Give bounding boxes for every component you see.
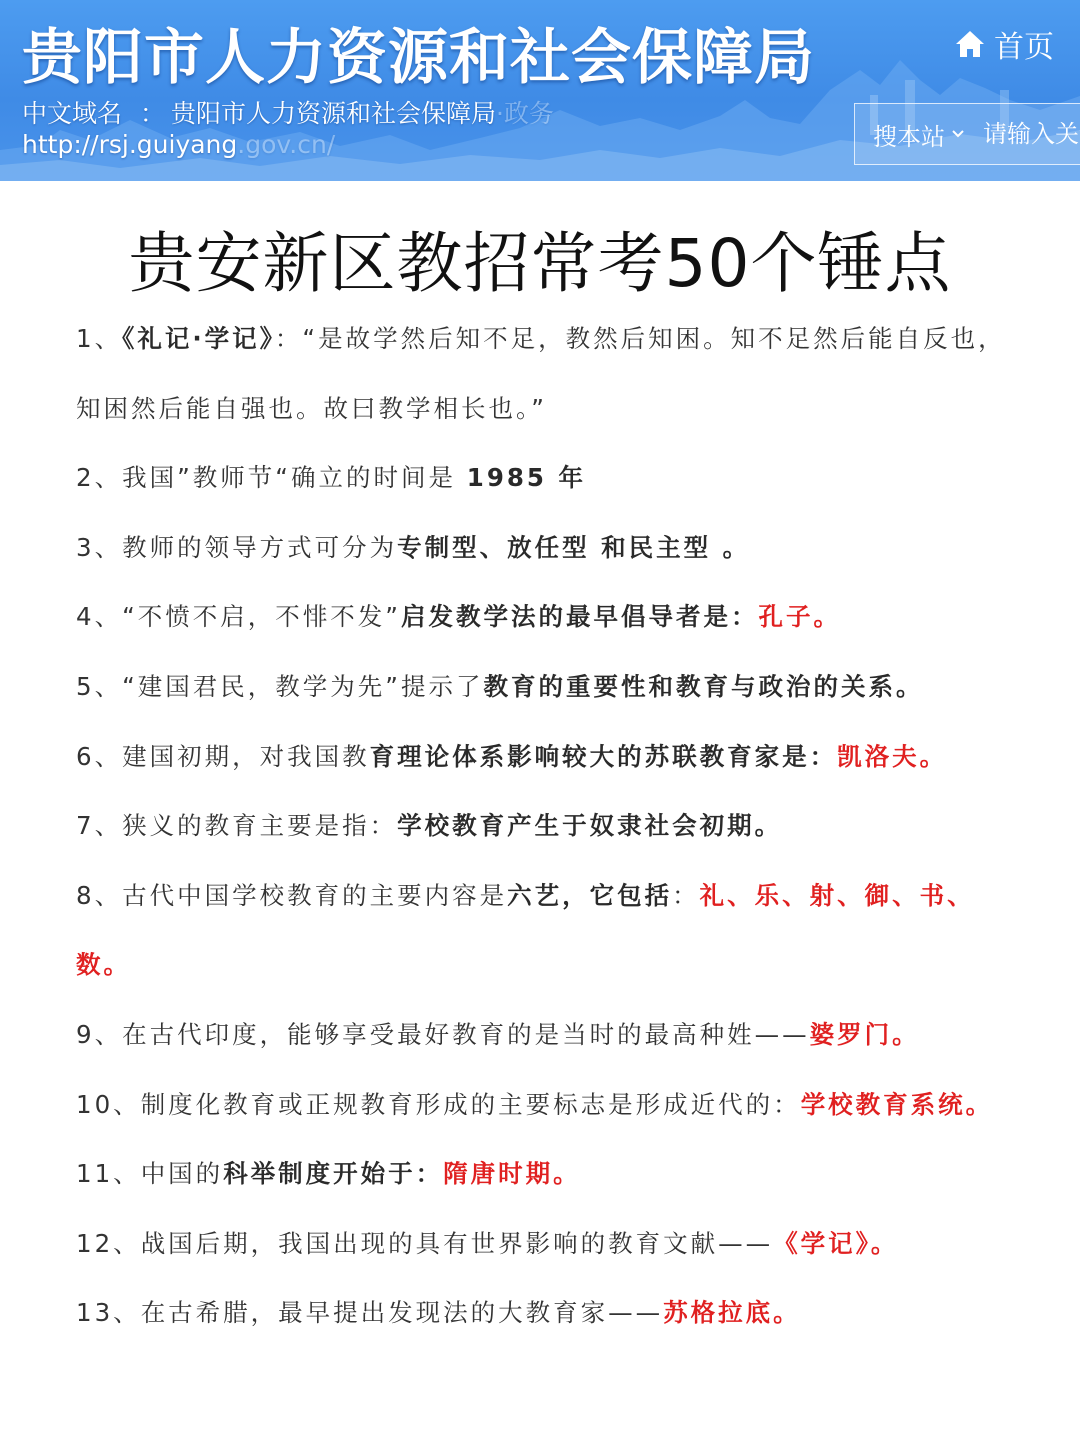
- search-scope-label: 搜本站: [873, 122, 945, 151]
- item-text: 建国初期，对我国教: [122, 741, 370, 771]
- home-icon: [954, 29, 986, 59]
- item-key-phrase: 育理论体系影响较大的苏联教育家是：: [369, 741, 838, 771]
- url-suffix: .gov.cn/: [237, 130, 336, 159]
- home-label: 首页: [994, 30, 1054, 65]
- list-item: [76, 1000, 1016, 1070]
- item-answer: 凯洛夫。: [837, 741, 948, 771]
- list-item: [76, 1278, 1016, 1348]
- item-number: 10、: [76, 1089, 141, 1119]
- item-number: 1、: [76, 324, 123, 353]
- item-text: 古代中国学校教育的主要内容是: [122, 880, 508, 910]
- article-title: 贵安新区教招常考50个锤点: [128, 225, 952, 302]
- item-text: 在古希腊，最早提出发现法的大教育家——: [140, 1298, 664, 1328]
- item-answer: 婆罗门。: [809, 1019, 920, 1049]
- item-number: 11、: [76, 1159, 141, 1189]
- site-url-line: [22, 130, 335, 159]
- search-scope-dropdown[interactable]: [855, 117, 983, 152]
- site-search-box: [854, 103, 1080, 165]
- item-answer: 1985 年: [466, 463, 586, 493]
- item-text: 在古代印度，能够享受最好教育的是当时的最高种姓——: [122, 1019, 810, 1049]
- list-item: [76, 513, 1016, 583]
- item-source: 《礼记·学记》: [122, 324, 275, 353]
- item-text: 中国的: [140, 1159, 224, 1189]
- item-number: 13、: [76, 1298, 141, 1328]
- item-text: “不愤不启，不悱不发”: [122, 602, 401, 632]
- domain-value: 贵阳市人力资源和社会保障局: [171, 99, 497, 128]
- item-text: 战国后期，我国出现的具有世界影响的教育文献——: [140, 1228, 774, 1258]
- item-answer: 学校教育产生于奴隶社会初期。: [397, 811, 783, 841]
- item-answer: 教育的重要性和教育与政治的关系。: [483, 671, 924, 701]
- item-number: 7、: [76, 811, 123, 841]
- item-answer: 苏格拉底。: [663, 1298, 801, 1328]
- item-colon: ：: [672, 880, 700, 910]
- item-number: 4、: [76, 602, 123, 632]
- item-answer: 礼、乐、射、御、书、数。: [76, 880, 975, 980]
- item-number: 9、: [76, 1019, 123, 1049]
- item-number: 3、: [76, 532, 123, 562]
- item-key-phrase: 启发教学法的最早倡导者是：: [400, 602, 759, 632]
- key-points-list: [76, 304, 1016, 1348]
- item-text: 教师的领导方式可分为: [122, 532, 398, 562]
- item-answer: 《学记》。: [773, 1228, 899, 1258]
- domain-suffix: ·政务: [496, 99, 554, 128]
- site-header-banner: [0, 0, 1080, 181]
- list-item: [76, 443, 1016, 513]
- item-number: 8、: [76, 880, 123, 910]
- item-answer: 隋唐时期。: [443, 1159, 581, 1189]
- item-key-phrase: 六艺，它包括: [507, 880, 673, 910]
- item-answer: 学校教育系统。: [800, 1089, 994, 1119]
- item-number: 12、: [76, 1228, 141, 1258]
- list-item: [76, 1070, 1016, 1140]
- item-key-phrase: 科举制度开始于：: [223, 1159, 444, 1189]
- chevron-down-icon: [951, 129, 965, 139]
- list-item: [76, 722, 1016, 792]
- site-title: 贵阳市人力资源和社会保障局: [22, 23, 815, 93]
- item-text: 狭义的教育主要是指：: [122, 811, 398, 841]
- chinese-domain-line: [22, 94, 554, 130]
- item-text: 我国”教师节“确立的时间是: [122, 463, 467, 493]
- item-answer: 孔子。: [758, 602, 841, 632]
- item-number: 6、: [76, 741, 123, 771]
- item-number: 2、: [76, 463, 123, 493]
- list-item: [76, 861, 1016, 1000]
- domain-label: 中文域名: [22, 99, 123, 128]
- list-item: [76, 1209, 1016, 1279]
- home-link[interactable]: [954, 22, 1054, 66]
- list-item: [76, 1139, 1016, 1209]
- list-item: [76, 791, 1016, 861]
- domain-colon: ：: [140, 99, 166, 128]
- item-text: ：“是故学然后知不足，教然后知困。知不足然后能自反也，知困然后能自强也。故曰教学相长也。”: [76, 324, 1006, 423]
- list-item: [76, 652, 1016, 722]
- item-text: “建国君民，教学为先”提示了: [122, 671, 484, 701]
- search-input[interactable]: [983, 120, 1080, 148]
- item-number: 5、: [76, 671, 123, 701]
- item-text: 制度化教育或正规教育形成的主要标志是形成近代的：: [140, 1089, 801, 1119]
- url-prefix: http://rsj.guiyang: [22, 130, 238, 159]
- list-item: [76, 582, 1016, 652]
- item-answer: 专制型、放任型 和民主型 。: [397, 532, 751, 562]
- list-item: [76, 304, 1016, 443]
